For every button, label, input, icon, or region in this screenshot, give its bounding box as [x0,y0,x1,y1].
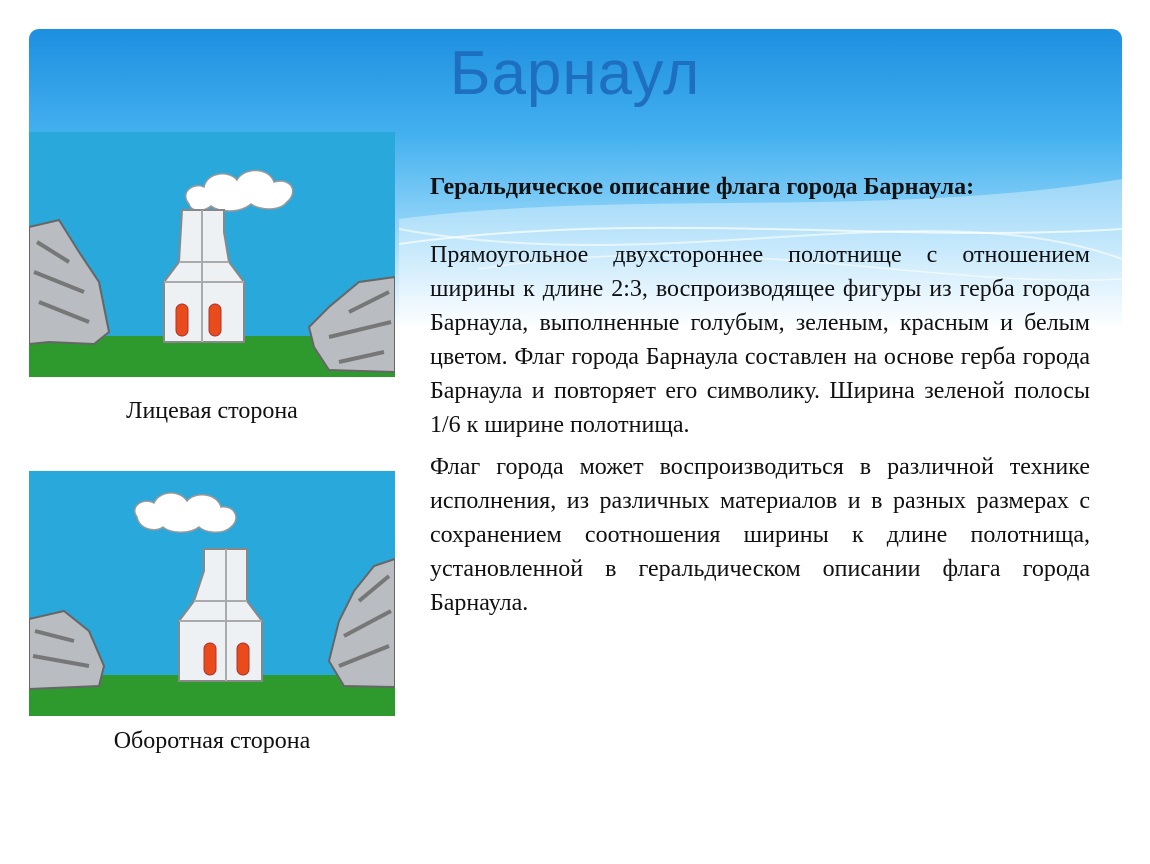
description-heading: Геральдическое описание флага города Барнаула: [430,174,975,200]
flag-front-image [29,132,395,377]
slide-title: Барнаул [449,39,701,108]
flag-front-caption: Лицевая сторона [126,398,298,424]
description-paragraph-2: Флаг города может воспроизводиться в различной технике исполнения, из различных материалов и в разных размерах с сохранением соотношения ширины к длине полотнища, установленной в геральдическом описании флага города Барнаула. [430,454,1090,616]
description-paragraph-1: Прямоугольное двухстороннее полотнище с отношением ширины к длине 2:3, воспроизводящее фигуры из герба города Барнаула, выполненные голубым, зеленым, красным и белым цветом. Флаг города Барнаула составлен на основе герба города Барнаула и повторяет его символику. Ширина зеленой полосы 1/6 к ширине полотнища. [430,242,1090,438]
flag-back-image [29,471,395,716]
description-block [430,170,1090,628]
flag-back-caption: Оборотная сторона [113,728,311,754]
